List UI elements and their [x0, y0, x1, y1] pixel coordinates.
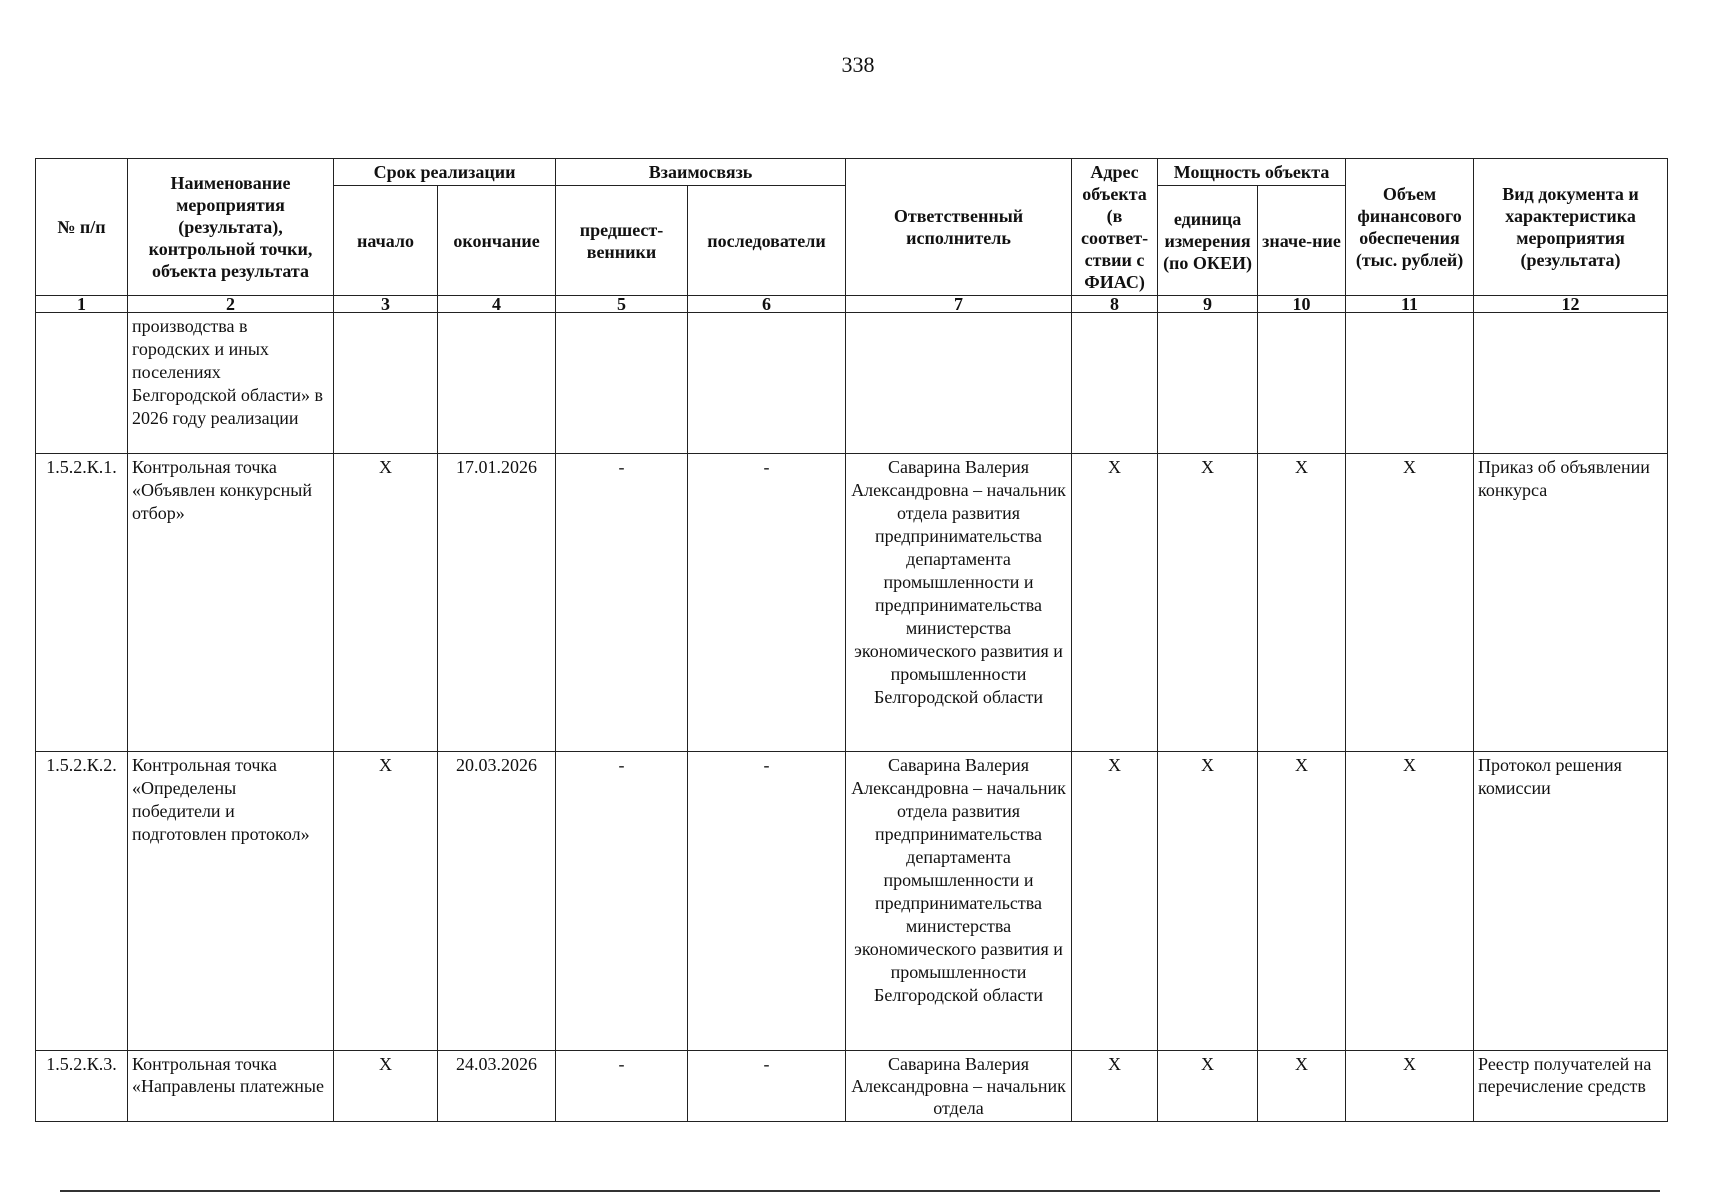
cell-name: Контрольная точка «Определены победители и подготовлен протокол» [128, 752, 334, 1051]
cell-end: 20.03.2026 [438, 752, 556, 1051]
cell-address: X [1072, 454, 1158, 752]
column-numbers-row [36, 296, 1668, 313]
cell-executor: Саварина Валерия Александровна – начальник отдела развития предпринимательства департамента промышленности и предпринимательства министерства экономического развития и промышленности Белгородской области [846, 752, 1072, 1051]
cell-end [438, 313, 556, 454]
cell-doc [1474, 313, 1668, 454]
cell-end: 24.03.2026 [438, 1051, 556, 1122]
column-number: 8 [1072, 296, 1158, 313]
header-executor: Ответственный исполнитель [846, 159, 1072, 296]
cell-pred [556, 313, 688, 454]
column-number: 10 [1258, 296, 1346, 313]
cell-executor: Саварина Валерия Александровна – начальник отдела [846, 1051, 1072, 1122]
table-row [36, 752, 1668, 1051]
header-address: Адрес объекта (в соответ-ствии с ФИАС) [1072, 159, 1158, 296]
cell-finance: X [1346, 752, 1474, 1051]
cell-unit [1158, 313, 1258, 454]
table-header [36, 159, 1668, 313]
cell-succ: - [688, 454, 846, 752]
cell-pred: - [556, 454, 688, 752]
header-unit: единица измерения (по ОКЕИ) [1158, 186, 1258, 296]
cell-address: X [1072, 1051, 1158, 1122]
cell-end: 17.01.2026 [438, 454, 556, 752]
cell-doc: Приказ об объявлении конкурса [1474, 454, 1668, 752]
column-number: 11 [1346, 296, 1474, 313]
page-number: 338 [841, 52, 875, 77]
header-link-succ: последователи [688, 186, 846, 296]
cell-unit: X [1158, 752, 1258, 1051]
cell-finance: X [1346, 1051, 1474, 1122]
header-link-pred: предшест-венники [556, 186, 688, 296]
header-no: № п/п [36, 159, 128, 296]
cell-name: производства в городских и иных поселениях Белгородской области» в 2026 году реализации [128, 313, 334, 454]
cell-value: X [1258, 454, 1346, 752]
header-capacity-group: Мощность объекта [1158, 159, 1346, 186]
cell-no: 1.5.2.К.3. [36, 1051, 128, 1122]
column-number: 3 [334, 296, 438, 313]
cell-executor [846, 313, 1072, 454]
header-term-end: окончание [438, 186, 556, 296]
cell-start: X [334, 454, 438, 752]
header-value: значе-ние [1258, 186, 1346, 296]
cell-executor: Саварина Валерия Александровна – начальник отдела развития предпринимательства департамента промышленности и предпринимательства министерства экономического развития и промышленности Белгородской области [846, 454, 1072, 752]
cell-doc: Протокол решения комиссии [1474, 752, 1668, 1051]
cell-value: X [1258, 752, 1346, 1051]
column-number: 2 [128, 296, 334, 313]
header-link-group: Взаимосвязь [556, 159, 846, 186]
cell-address: X [1072, 752, 1158, 1051]
cell-value [1258, 313, 1346, 454]
column-number: 12 [1474, 296, 1668, 313]
cell-succ: - [688, 752, 846, 1051]
header-term-start: начало [334, 186, 438, 296]
cell-succ: - [688, 1051, 846, 1122]
column-number: 4 [438, 296, 556, 313]
header-finance: Объем финансового обеспечения (тыс. рублей) [1346, 159, 1474, 296]
column-number: 1 [36, 296, 128, 313]
cell-name: Контрольная точка «Объявлен конкурсный отбор» [128, 454, 334, 752]
cell-finance: X [1346, 454, 1474, 752]
cell-start [334, 313, 438, 454]
cell-pred: - [556, 1051, 688, 1122]
column-number: 5 [556, 296, 688, 313]
cell-no: 1.5.2.К.1. [36, 454, 128, 752]
cell-pred: - [556, 752, 688, 1051]
cell-name: Контрольная точка «Направлены платежные [128, 1051, 334, 1122]
header-doc: Вид документа и характеристика мероприятия (результата) [1474, 159, 1668, 296]
table-row [36, 1051, 1668, 1122]
header-name: Наименование мероприятия (результата), контрольной точки, объекта результата [128, 159, 334, 296]
cell-finance [1346, 313, 1474, 454]
header-term-group: Срок реализации [334, 159, 556, 186]
cell-doc: Реестр получателей на перечисление средств [1474, 1051, 1668, 1122]
cell-unit: X [1158, 454, 1258, 752]
table-row [36, 454, 1668, 752]
footer-rule [60, 1190, 1660, 1195]
cell-start: X [334, 1051, 438, 1122]
table-row [36, 313, 1668, 454]
cell-succ [688, 313, 846, 454]
column-number: 9 [1158, 296, 1258, 313]
cell-value: X [1258, 1051, 1346, 1122]
cell-address [1072, 313, 1158, 454]
column-number: 6 [688, 296, 846, 313]
cell-no [36, 313, 128, 454]
cell-no: 1.5.2.К.2. [36, 752, 128, 1051]
cell-unit: X [1158, 1051, 1258, 1122]
column-number: 7 [846, 296, 1072, 313]
cell-start: X [334, 752, 438, 1051]
plan-table [35, 158, 1668, 1122]
